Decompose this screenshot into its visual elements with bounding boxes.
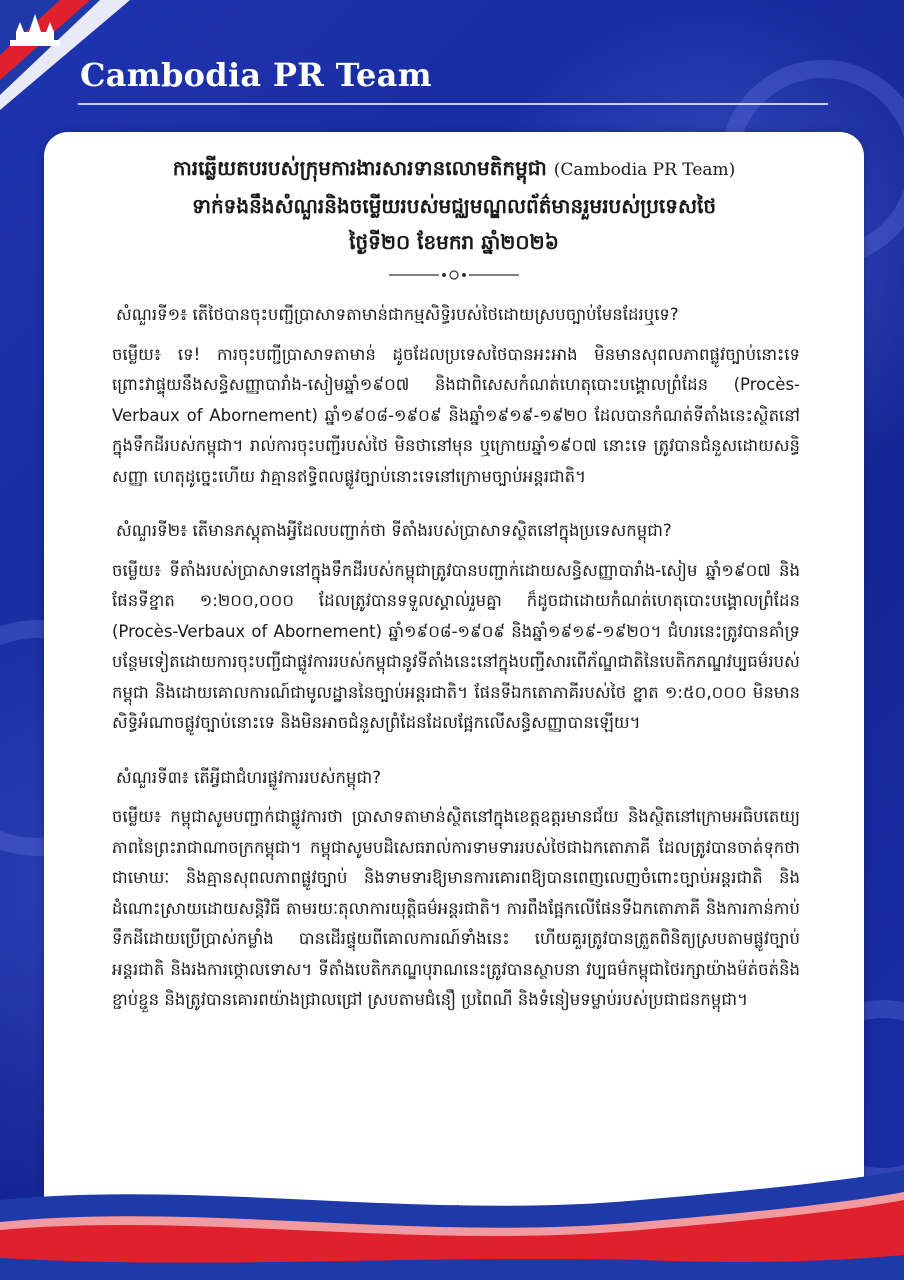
question-2: សំណួរទី២៖ តើមានភស្តុតាងអ្វីដែលបញ្ជាក់ថា ទីតាំងរបស់ប្រាសាទស្ថិតនៅក្នុងប្រទេសកម្ពុជា?: [116, 521, 672, 540]
answer-1: ចម្លើយ៖ ទេ! ការចុះបញ្ជីប្រាសាទតាមាន់ ដូចដែលប្រទេសថៃបានអះអាង មិនមានសុពលភាពផ្លូវច្បាប់នោះទេ ព្រោះវាផ្ទុយនឹងសន្ធិសញ្ញាបារាំង-សៀមឆ្នាំ១៩០៧ និងជាពិសេសកំណត់ហេតុបោះបង្គោលព្រំដែន (Procès-Verbaux of Abornement) ឆ្នាំ១៩០៨-១៩០៩ និងឆ្នាំ១៩១៩-១៩២០ ដែលបានកំណត់ទីតាំងនេះស្ថិតនៅក្នុងទឹកដីរបស់កម្ពុជា។ រាល់ការចុះបញ្ជីរបស់ថៃ មិនថានៅមុន ឬក្រោយឆ្នាំ១៩០៧ នោះទេ ត្រូវបានជំនួសដោយសន្ធិសញ្ញា ហេតុដូច្នេះហើយ វាគ្មានឥទ្ធិពលផ្លូវច្បាប់នោះទេនៅក្រោមច្បាប់អន្តរជាតិ។: [112, 344, 800, 486]
document-card: [44, 132, 864, 1252]
question-1: សំណួរទី១៖ តើថៃបានចុះបញ្ជីប្រាសាទតាមាន់ជាកម្មសិទ្ធិរបស់ថៃដោយស្របច្បាប់មែនដែរឬទេ?: [116, 305, 679, 324]
question-3: សំណួរទី៣៖ តើអ្វីជាជំហរផ្លូវការរបស់កម្ពុជា?: [116, 767, 381, 787]
cambodia-flag-ribbon: [0, 1160, 904, 1280]
heading-line-1-english: (Cambodia PR Team): [553, 160, 736, 180]
document-body: [112, 300, 800, 1040]
answer-2: ចម្លើយ៖ ទីតាំងរបស់ប្រាសាទនៅក្នុងទឹកដីរបស់កម្ពុជាត្រូវបានបញ្ជាក់ដោយសន្ធិសញ្ញាបារាំង-សៀម ឆ្នាំ១៩០៧ និងផែនទីខ្នាត ១:២០០,០០០ ដែលត្រូវបានទទួលស្គាល់រួមគ្នា ក៏ដូចជាដោយកំណត់ហេតុបោះបង្គោលព្រំដែន (Procès-Verbaux of Abornement) ឆ្នាំ១៩០៨-១៩០៩ និងឆ្នាំ១៩១៩-១៩២០។ ជំហរនេះត្រូវបានគាំទ្របន្ថែមទៀតដោយការចុះបញ្ជីជាផ្លូវការរបស់កម្ពុជានូវទីតាំងនេះនៅក្នុងបញ្ជីសារពើភ័ណ្ឌជាតិនៃបេតិកភណ្ឌវប្បធម៌របស់កម្ពុជា និងដោយគោលការណ៍ជាមូលដ្ឋាននៃច្បាប់អន្តរជាតិ។ ផែនទីឯកតោភាគីរបស់ថៃ ខ្នាត ១:៥០,០០០ មិនមានសិទ្ធិអំណាចផ្លូវច្បាប់នោះទេ និងមិនអាចជំនួសព្រំដែនដែលផ្អែកលើសន្ធិសញ្ញាបានឡើយ។: [112, 560, 800, 732]
brand-divider: [78, 103, 828, 105]
answer-3: ចម្លើយ៖ កម្ពុជាសូមបញ្ជាក់ជាផ្លូវការថា ប្រាសាទតាមាន់ស្ថិតនៅក្នុងខេត្តឧត្តរមានជ័យ និងស្ថិតនៅក្រោមអធិបតេយ្យភាពនៃព្រះរាជាណាចក្រកម្ពុជា។ កម្ពុជាសូមបដិសេធរាល់ការទាមទាររបស់ថៃជាឯកតោភាគី ដែលត្រូវបានចាត់ទុកថាជាមោឃៈ និងគ្មានសុពលភាពផ្លូវច្បាប់ និងទាមទារឱ្យមានការគោរពឱ្យបានពេញលេញចំពោះច្បាប់អន្តរជាតិ និងដំណោះស្រាយដោយសន្តិវិធី តាមរយៈតុលាការយុត្តិធម៌អន្តរជាតិ។ ការពឹងផ្អែកលើផែនទីឯកតោភាគី និងការកាន់កាប់ទឹកដីដោយប្រើប្រាស់កម្លាំង បានដើរផ្ទុយពីគោលការណ៍ទាំងនេះ ហើយគួរត្រូវបានត្រួតពិនិត្យស្របតាមផ្លូវច្បាប់អន្តរជាតិ និងរងការថ្កោលទោស។ ទីតាំងបេតិកភណ្ឌបុរាណនេះត្រូវបានស្ថាបនា វប្បធម៌កម្ពុជាថៃរក្សាយ៉ាងម៉ត់ចត់និងខ្ជាប់ខ្ជួន និងត្រូវបានគោរពយ៉ាងជ្រាលជ្រៅ ស្របតាមជំនឿ ប្រពៃណី និងទំនៀមទម្លាប់របស់ប្រជាជនកម្ពុជា។: [112, 807, 800, 1009]
heading-line-2: ទាក់ទងនឹងសំណួរនិងចម្លើយរបស់មជ្ឈមណ្ឌលព័ត៌មានរួមរបស់ប្រទេសថៃ: [191, 194, 717, 218]
heading-line-1-khmer: ការឆ្លើយតបរបស់ក្រុមការងារសារទានលោមតិកម្ពុជា: [172, 156, 547, 180]
heading-line-1: [44, 150, 864, 188]
ornament-divider-icon: [389, 268, 519, 282]
document-heading: [44, 150, 864, 282]
heading-date: ថ្ងៃទី២០ ខែមករា ឆ្នាំ២០២៦: [349, 230, 559, 254]
brand-title: Cambodia PR Team: [80, 56, 432, 94]
